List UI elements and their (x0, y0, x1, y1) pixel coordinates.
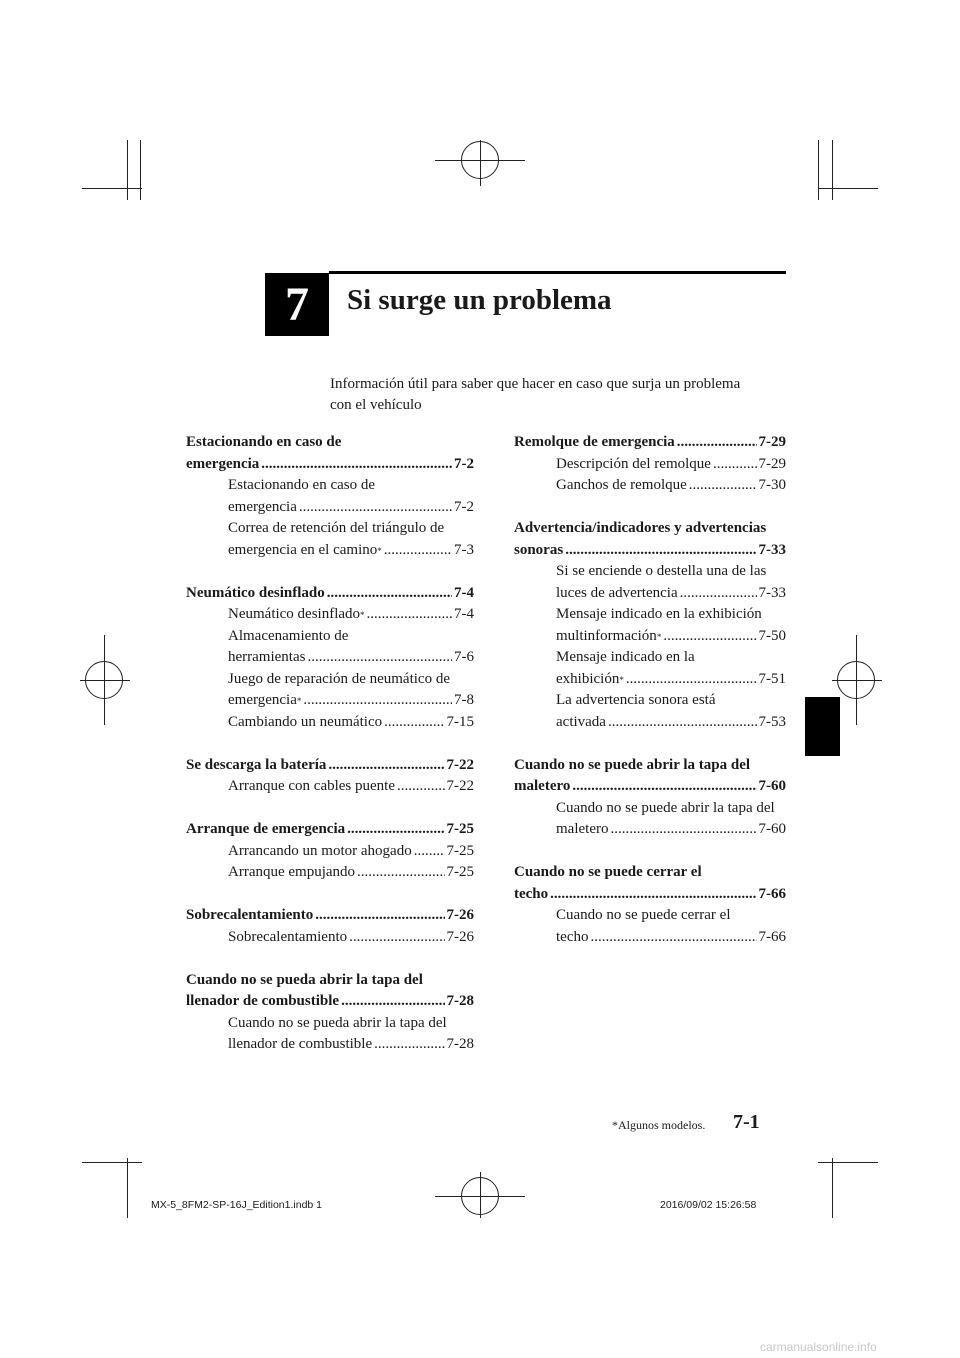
dot-leader (680, 583, 757, 605)
toc-heading-line: Advertencia/indicadores y advertencias (514, 520, 767, 536)
toc-page-ref: 7-4 (454, 584, 474, 601)
dot-leader (349, 927, 444, 949)
toc-entry[interactable] (514, 475, 786, 497)
toc-right-column (514, 432, 786, 970)
toc-entry-line (186, 927, 474, 949)
toc-page-ref: 7-2 (454, 455, 474, 472)
toc-page-ref: 7-28 (446, 1036, 474, 1052)
toc-page-ref: 7-8 (454, 692, 474, 708)
file-info: MX-5_8FM2-SP-16J_Edition1.indb 1 (151, 1199, 323, 1211)
chapter-title: Si surge un problema (347, 284, 612, 316)
toc-entry-text: exhibición (556, 670, 620, 687)
toc-entry[interactable] (186, 475, 474, 518)
dot-leader (328, 755, 444, 777)
toc-entry-text: emergencia (228, 498, 297, 515)
toc-heading-text: Sobrecalentamiento (186, 907, 314, 923)
dot-leader (565, 540, 756, 562)
toc-entry-text: emergencia (228, 692, 297, 708)
toc-heading-line: Estacionando en caso de (186, 434, 342, 450)
toc-section (186, 755, 474, 798)
toc-entry-line (186, 475, 474, 497)
toc-heading[interactable] (514, 518, 786, 561)
toc-heading-text: emergencia (186, 455, 260, 472)
toc-entry[interactable] (514, 905, 786, 948)
intro-line: Información útil para saber que hacer en caso que surja un problema (330, 376, 741, 392)
toc-entry-text: Estacionando en caso de (228, 477, 376, 493)
dot-leader (689, 475, 757, 497)
toc-entry[interactable] (514, 798, 786, 841)
toc-heading[interactable] (514, 432, 786, 454)
toc-entry-line (514, 927, 786, 949)
toc-page-ref: 7-33 (758, 541, 786, 558)
toc-entry-line (514, 819, 786, 841)
toc-entry-text: luces de advertencia (556, 584, 678, 601)
toc-entry[interactable] (186, 518, 474, 561)
footnote: *Algunos modelos. (612, 1118, 706, 1132)
toc-entry-line (514, 604, 786, 626)
toc-entry-line (186, 841, 474, 863)
toc-heading-line (186, 583, 474, 605)
toc-heading-line (186, 905, 474, 927)
toc-entry-text: herramientas (228, 649, 306, 665)
toc-page-ref: 7-26 (446, 928, 474, 945)
toc-page-ref: 7-25 (446, 821, 474, 837)
toc-section (514, 755, 786, 841)
toc-heading-text: sonoras (514, 541, 564, 558)
toc-section (514, 432, 786, 497)
chapter-side-tab (805, 697, 840, 756)
dot-leader (610, 819, 756, 841)
toc-heading[interactable] (186, 432, 474, 475)
toc-page-ref: 7-60 (758, 821, 786, 837)
toc-entry-text: Cambiando un neumático (228, 713, 383, 730)
toc-entry[interactable] (186, 626, 474, 669)
toc-entry-text: Juego de reparación de neumático de (228, 670, 450, 687)
chapter-rule (329, 271, 786, 274)
toc-heading[interactable] (186, 905, 474, 927)
toc-entry-line (186, 647, 474, 669)
toc-entry-text: maletero (556, 821, 609, 837)
toc-entry-text: llenador de combustible (228, 1036, 373, 1052)
dot-leader (677, 432, 757, 454)
toc-heading-line (186, 991, 474, 1013)
toc-heading-line (186, 819, 474, 841)
toc-section (186, 905, 474, 948)
dot-leader (590, 927, 756, 949)
toc-entry-text: Mensaje indicado en la exhibición (556, 606, 762, 622)
dot-leader (414, 841, 445, 863)
toc-entry[interactable] (514, 561, 786, 604)
dot-leader (327, 583, 452, 605)
toc-page-ref: 7-33 (758, 584, 786, 601)
toc-heading-line (514, 540, 786, 562)
toc-entry[interactable] (186, 862, 474, 884)
toc-heading[interactable] (186, 970, 474, 1013)
toc-heading[interactable] (186, 583, 474, 605)
toc-entry-text: Almacenamiento de (228, 627, 349, 644)
toc-section (514, 518, 786, 733)
dot-leader (626, 669, 757, 691)
toc-heading[interactable] (514, 862, 786, 905)
toc-heading-line (186, 755, 474, 777)
dot-leader (608, 712, 757, 734)
toc-page-ref: 7-2 (454, 498, 474, 515)
toc-entry[interactable] (186, 604, 474, 626)
dot-leader (550, 884, 756, 906)
toc-entry-text: Cuando no se puede abrir la tapa del (556, 799, 775, 816)
toc-entry-text: Cuando no se pueda abrir la tapa del (228, 1014, 447, 1031)
toc-entry-line: Neumático desinflado * ..... 7-4 (186, 604, 474, 626)
dot-leader (357, 862, 444, 884)
toc-entry-line (186, 862, 474, 884)
dot-leader (315, 905, 444, 927)
toc-heading-text: Remolque de emergencia (514, 434, 675, 450)
toc-page-ref: 7-3 (454, 541, 474, 558)
toc-page-ref: 7-50 (758, 627, 786, 644)
toc-section (514, 862, 786, 948)
toc-page-ref: 7-26 (446, 907, 474, 923)
toc-entry-text: Descripción del remolque (556, 455, 711, 472)
print-date: 2016/09/02 15:26:58 (660, 1199, 757, 1211)
dot-leader (307, 647, 452, 669)
toc-entry-text: La advertencia sonora está (556, 692, 716, 708)
toc-entry-text: Ganchos de remolque (556, 477, 687, 493)
toc-page-ref: 7-6 (454, 649, 474, 665)
toc-entry-line (514, 475, 786, 497)
toc-entry[interactable] (186, 669, 474, 712)
toc-entry-line: multinformación * ..... 7-50 (514, 626, 786, 648)
toc-heading-text: Arranque de emergencia (186, 821, 346, 837)
toc-entry-text: emergencia en el camino (228, 541, 378, 558)
toc-entry[interactable] (514, 604, 786, 647)
toc-entry-line (186, 712, 474, 734)
toc-entry-text: Arranque con cables puente (228, 778, 396, 794)
intro-line: con el vehículo (330, 397, 422, 413)
toc-heading-text: Neumático desinflado (186, 584, 325, 601)
toc-heading-line (186, 454, 474, 476)
toc-entry-line (514, 454, 786, 476)
toc-section (186, 970, 474, 1056)
toc-section (186, 432, 474, 561)
toc-page-ref: 7-29 (758, 455, 786, 472)
toc-section (186, 819, 474, 884)
toc-heading-line (514, 776, 786, 798)
toc-left-column (186, 432, 474, 1077)
toc-page-ref: 7-15 (446, 713, 474, 730)
toc-page-ref: 7-66 (758, 885, 786, 902)
toc-section (186, 583, 474, 734)
dot-leader (367, 604, 452, 626)
toc-heading-text: techo (514, 885, 549, 902)
toc-entry[interactable] (514, 690, 786, 733)
toc-entry-line: exhibición * ..... 7-51 (514, 669, 786, 691)
toc-entry-line (514, 798, 786, 820)
dot-leader (341, 991, 444, 1013)
toc-entry-line (514, 712, 786, 734)
toc-entry-text: Correa de retención del triángulo de (228, 520, 445, 536)
toc-page-ref: 7-28 (446, 993, 474, 1009)
toc-entry[interactable] (186, 1013, 474, 1056)
chapter-number: 7 (285, 278, 309, 331)
toc-entry-line (186, 1013, 474, 1035)
toc-entry-text: activada (556, 713, 606, 730)
toc-entry-line (514, 905, 786, 927)
toc-heading-line: Cuando no se pueda abrir la tapa del (186, 971, 423, 988)
dot-leader (347, 819, 444, 841)
toc-entry-line: emergencia * ..... 7-8 (186, 690, 474, 712)
toc-entry-text: Arrancando un motor ahogado (228, 842, 412, 859)
toc-entry-line (514, 583, 786, 605)
toc-page-ref: 7-51 (758, 670, 786, 687)
toc-entry-text: Neumático desinflado (228, 606, 361, 622)
toc-page-ref: 7-22 (446, 778, 474, 794)
dot-leader (374, 1034, 444, 1056)
toc-page-ref: 7-60 (758, 778, 786, 794)
dot-leader (397, 776, 444, 798)
toc-heading[interactable] (186, 755, 474, 777)
toc-entry-line (186, 669, 474, 691)
toc-entry-line (186, 1034, 474, 1056)
toc-page-ref: 7-29 (758, 434, 786, 450)
toc-entry-text: multinformación (556, 627, 657, 644)
toc-entry-line (186, 776, 474, 798)
chapter-number-box (265, 273, 329, 336)
toc-entry-line: emergencia en el camino * ..... 7-3 (186, 540, 474, 562)
toc-entry-text: Arranque empujando (228, 864, 356, 880)
dot-leader (572, 776, 756, 798)
toc-entry-text: Cuando no se puede cerrar el (556, 907, 731, 923)
toc-page-ref: 7-22 (446, 756, 474, 773)
watermark: carmanualsonline.info (760, 1340, 877, 1354)
dot-leader (261, 454, 452, 476)
dot-leader (299, 497, 452, 519)
toc-page-ref: 7-66 (758, 928, 786, 945)
toc-page-ref: 7-25 (446, 842, 474, 859)
toc-page-ref: 7-30 (758, 477, 786, 493)
toc-entry-line (514, 690, 786, 712)
toc-entry[interactable] (514, 647, 786, 690)
toc-entry[interactable] (186, 927, 474, 949)
toc-heading[interactable] (514, 755, 786, 798)
toc-heading-text: maletero (514, 778, 571, 794)
toc-entry-text: techo (556, 928, 589, 945)
toc-entry-line (514, 647, 786, 669)
toc-entry[interactable] (186, 841, 474, 863)
toc-heading-line: Cuando no se puede cerrar el (514, 864, 702, 880)
dot-leader (713, 454, 757, 476)
toc-heading-line (514, 884, 786, 906)
dot-leader (384, 712, 444, 734)
toc-page-ref: 7-4 (454, 606, 474, 622)
toc-entry-line (514, 561, 786, 583)
dot-leader (663, 626, 756, 648)
toc-entry-text: Sobrecalentamiento (228, 928, 348, 945)
toc-heading-line: Cuando no se puede abrir la tapa del (514, 756, 751, 773)
dot-leader (384, 540, 452, 562)
toc-entry-line (186, 626, 474, 648)
toc-entry-text: Mensaje indicado en la (556, 649, 695, 665)
toc-entry[interactable] (186, 712, 474, 734)
dot-leader (303, 690, 452, 712)
toc-heading-text: llenador de combustible (186, 993, 340, 1009)
toc-heading[interactable] (186, 819, 474, 841)
toc-heading-text: Se descarga la batería (186, 756, 327, 773)
toc-entry-line (186, 518, 474, 540)
toc-page-ref: 7-25 (446, 864, 474, 880)
chapter-intro (330, 374, 790, 416)
toc-entry-line (186, 497, 474, 519)
toc-page-ref: 7-53 (758, 713, 786, 730)
toc-entry[interactable] (514, 454, 786, 476)
toc-entry-text: Si se enciende o destella una de las (556, 563, 767, 579)
toc-entry[interactable] (186, 776, 474, 798)
page-number: 7-1 (733, 1111, 760, 1133)
toc-heading-line (514, 432, 786, 454)
